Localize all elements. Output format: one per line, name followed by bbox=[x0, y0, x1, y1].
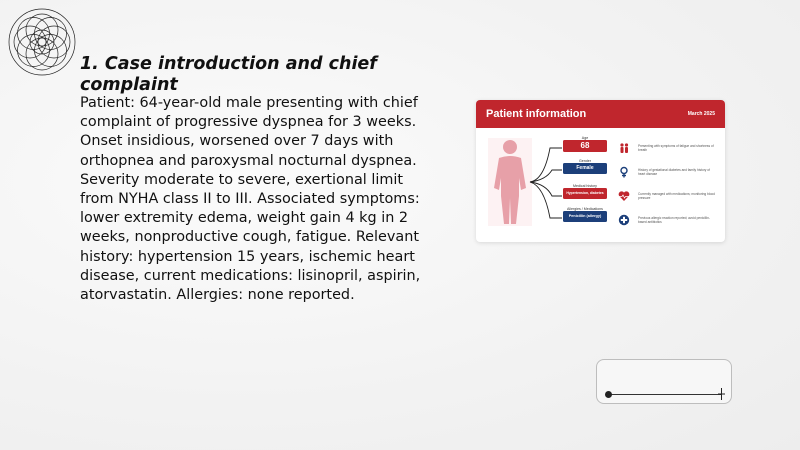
stat-label: Age bbox=[581, 136, 589, 140]
stat-label: Medical history bbox=[573, 184, 597, 188]
progress-knob[interactable] bbox=[605, 391, 612, 398]
stat-allergies bbox=[563, 207, 607, 222]
media-player[interactable] bbox=[596, 359, 732, 404]
note-text: Presenting with symptoms of fatigue and shortness of breath bbox=[638, 144, 714, 153]
heart-pulse-icon bbox=[618, 190, 630, 202]
card-header bbox=[476, 100, 725, 128]
card-title: Patient information bbox=[486, 108, 587, 120]
stat-medical-history bbox=[563, 184, 607, 199]
people-icon bbox=[618, 142, 630, 154]
stat-age bbox=[563, 136, 607, 152]
spirograph-logo-icon bbox=[4, 4, 80, 80]
note-text: History of gestational diabetes and family history of heart disease bbox=[638, 168, 710, 177]
card-date: March 2025 bbox=[687, 111, 715, 117]
stat-gender bbox=[563, 159, 607, 174]
stat-value: Hypertension, diabetes bbox=[563, 188, 607, 199]
medical-badge-icon bbox=[618, 214, 630, 226]
end-marker-icon bbox=[718, 388, 725, 400]
stat-value: 68 bbox=[563, 140, 607, 152]
stat-label: Allergies / Medications bbox=[567, 207, 603, 211]
patient-info-card bbox=[476, 100, 725, 242]
progress-track[interactable] bbox=[609, 394, 721, 395]
stat-value: Female bbox=[563, 163, 607, 174]
connector-lines bbox=[526, 136, 566, 226]
slide-title: 1. Case introduction and chief complaint bbox=[80, 54, 377, 95]
female-symbol-icon bbox=[618, 166, 630, 178]
stat-label: Gender bbox=[579, 159, 591, 163]
note-text: Previous allergic reaction reported; avoid penicillin-based antibiotics bbox=[638, 216, 710, 225]
note-text: Currently managed with medications; monitoring blood pressure bbox=[638, 192, 715, 201]
stat-value: Penicillin (allergy) bbox=[563, 211, 607, 222]
case-description: Patient: 64-year-old male presenting with chief complaint of progressive dyspnea for 3 weeks. Onset insidious, worsened over 7 days with orthopnea and paroxysmal nocturnal dyspnea. Severity moderate to severe, exertional limit from NYHA class II to III. Associated symptoms: lower extremity edema, weight gain 4 kg in 2 weeks, nonproductive cough, fatigue. Relevant history: hypertension 15 years, ischemic heart disease, current medications: lisinopril, aspirin, atorvastatin. Allergies: none reported. bbox=[80, 95, 421, 304]
